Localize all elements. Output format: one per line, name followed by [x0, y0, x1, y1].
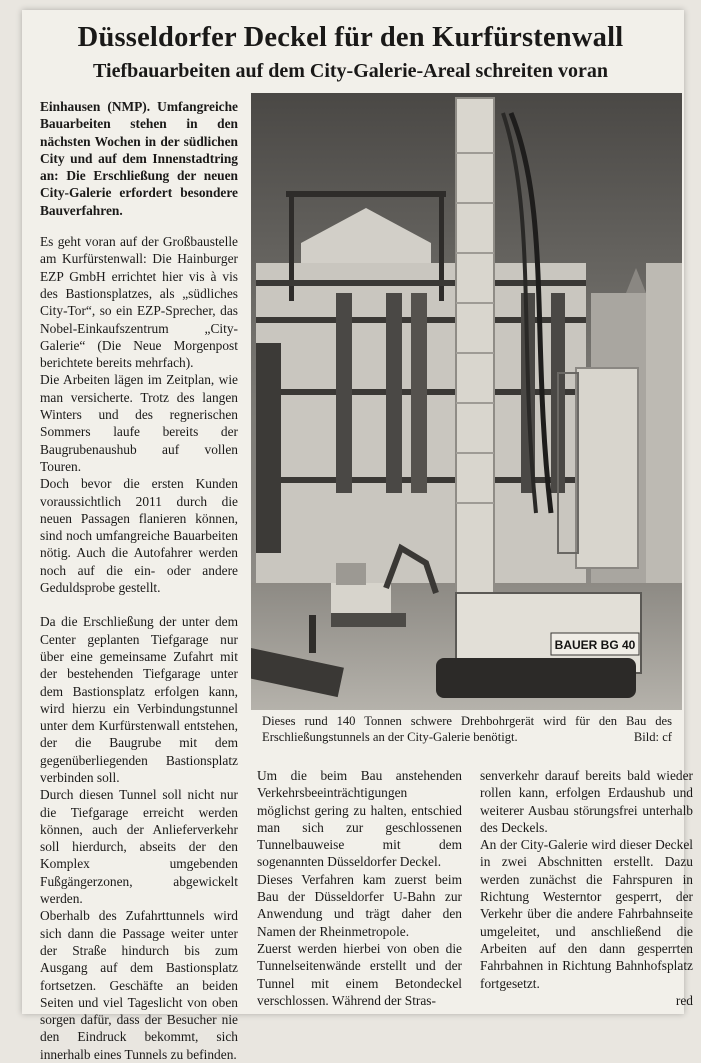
rig-label: BAUER BG 40 — [554, 638, 636, 652]
paragraph: Es geht voran auf der Großbaustelle am Kurfürstenwall: Die Hainburger EZP GmbH errichtet hier vis à vis des Bastionsplatzes, als „südliches City-Tor“, so ein EZP-Sprecher, das Nobel-Einkaufszentrum „City-Galerie“ (Die Neue Morgenpost berichtete bereits mehrfach). — [40, 234, 238, 371]
article-column-2 — [257, 767, 462, 1009]
paragraph: senverkehr darauf bereits bald wieder rollen kann, erfolgen Erdaushub und weiterer Ausbau störungsfrei unterhalb des Deckels. — [480, 768, 693, 835]
photo-caption — [262, 713, 672, 745]
paragraph: Oberhalb des Zufahrttunnels wird sich dann die Passage weiter unter der Straße hindurch bis zum Ausgang auf dem Bastionsplatz fortsetzen. Geschäfte an beiden Seiten und viel Tageslicht von oben sorgen dafür, dass der Besucher nie den Eindruck bekommt, sich innerhalb eines Tunnels zu befinden. — [40, 908, 238, 1062]
headline: Düsseldorfer Deckel für den Kurfürstenwall — [77, 22, 624, 53]
article-column-3 — [480, 767, 693, 1009]
paragraph: Durch diesen Tunnel soll nicht nur die Tiefgarage erreicht werden können, auch der Anlieferverkehr soll hierdurch, abseits der den Komplex umgebenden Fußgängerzonen, abgewickelt werden. — [40, 787, 238, 907]
paragraph: Doch bevor die ersten Kunden voraussichtlich 2011 durch die neuen Passagen flanieren können, sind noch umfangreiche Bauarbeiten nötig. Auch die Autofahrer werden noch auf die ein- oder andere Geduldsprobe gestellt. — [40, 476, 238, 596]
paragraph: Die Arbeiten lägen im Zeitplan, wie man versicherte. Trotz des langen Winters und des regnerischen Sommers laufe bereits der Baugrubenaushub auf vollen Touren. — [40, 372, 238, 474]
lead-paragraph: Einhausen (NMP). Umfangreiche Bauarbeiten stehen in den nächsten Wochen in der südlichen City und auf dem Innenstadtring an: Die Erschließung der neuen City-Galerie erfordert besondere Bauverfahren. — [40, 99, 238, 218]
author-initials: red — [675, 992, 693, 1008]
subheadline: Tiefbauarbeiten auf dem City-Galerie-Areal schreiten voran — [93, 60, 608, 82]
paragraph: Zuerst werden hierbei von oben die Tunnelseitenwände erstellt und der Tunnel mit einem Betondeckel verschlossen. Während der Stras- — [257, 940, 462, 1008]
paragraph: Da die Erschließung der unter dem Center geplanten Tiefgarage nur über eine gemeinsame Zufahrt mit der bestehenden Tiefgarage unter dem Bastionsplatz erfolgen kann, wird hierzu ein Verbindungstunnel unter dem Kurfürstenwall entstehen, der die Baugrube mit dem gegenüberliegenden Bastionsplatz verbinden soll. — [40, 614, 238, 785]
article-column-1 — [40, 98, 238, 1063]
photo-credit: Bild: cf — [633, 730, 672, 744]
paragraph: An der City-Galerie wird dieser Deckel in zwei Abschnitten erstellt. Dazu werden zunächst die Fahrspuren in Richtung Westerntor gesperrt, der Verkehr über die andere Fahrbahnseite umgeleitet, und anschließend die Arbeiten auf den dann gesperrten Fahrbahnen in Richtung Bahnhofsplatz fortgesetzt. — [480, 837, 693, 991]
paragraph: Dieses Verfahren kam zuerst beim Bau der Düsseldorfer U-Bahn zur Anwendung und trägt daher den Namen der Rheinmetropole. — [257, 871, 462, 939]
construction-photo — [251, 93, 682, 710]
paragraph: Um die beim Bau anstehenden Verkehrsbeeinträchtigungen möglichst gering zu halten, entschied man sich zur geschlossenen Tunnelbauweise mit dem sogenannten Düsseldorfer Deckel. — [257, 768, 462, 870]
caption-text: Dieses rund 140 Tonnen schwere Drehbohrgerät wird für den Bau des Erschließungstunnels an der City-Galerie benötigt. — [262, 714, 672, 744]
